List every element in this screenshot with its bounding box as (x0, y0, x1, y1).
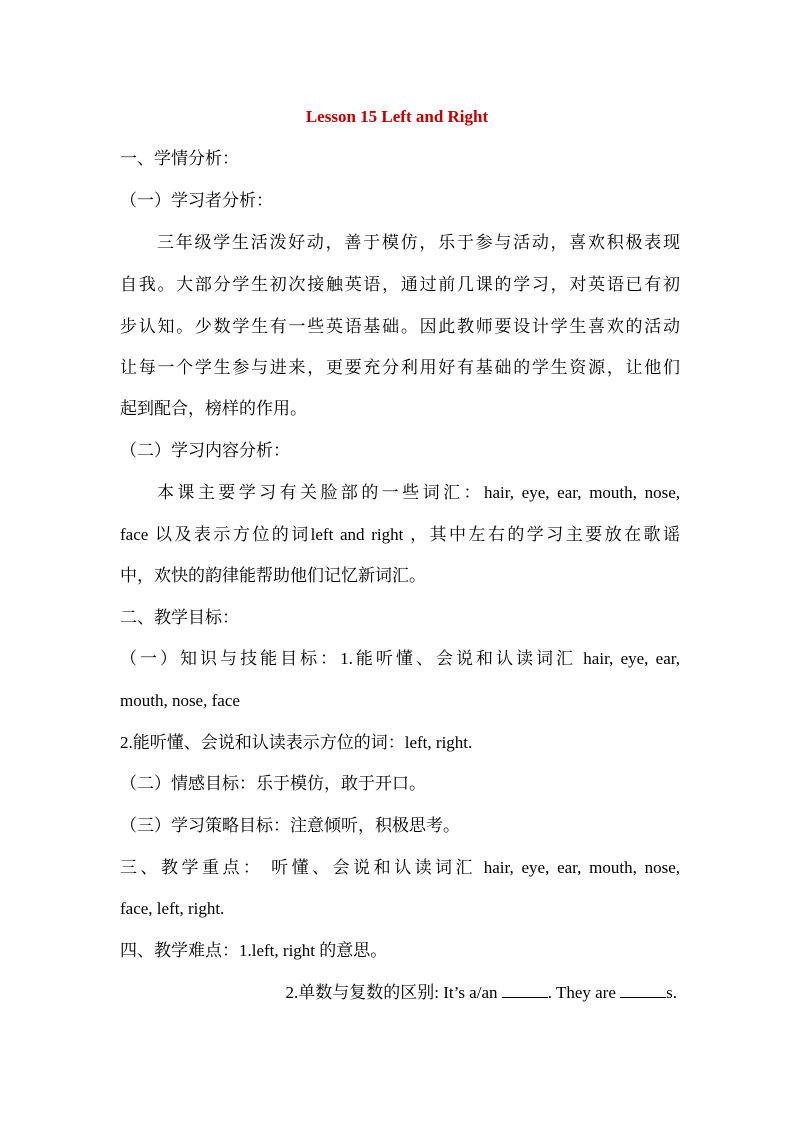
objectives-line-5: （三）学习策略目标：注意倾听，积极思考。 (120, 816, 460, 835)
paragraph-content-line-2: face 以及表示方位的词left and right ，其中左右的学习主要放在歌谣 (120, 525, 680, 544)
section-1-subheading-content: （二）学习内容分析： (120, 441, 290, 460)
paragraph-content-line-1: 本课主要学习有关脸部的一些词汇：hair, eye, ear, mouth, nose, (157, 483, 680, 502)
objectives-line-3: 2.能听懂、会说和认读表示方位的词：left, right. (120, 733, 473, 752)
paragraph-learners-line-5: 起到配合，榜样的作用。 (120, 399, 307, 418)
difficulties-line-2-part-c: s. (666, 983, 677, 1002)
paragraph-learners-line-2: 自我。大部分学生初次接触英语，通过前几课的学习，对英语已有初 (120, 275, 680, 294)
key-points-line-2: face, left, right. (120, 899, 225, 918)
fill-in-blank (620, 983, 666, 998)
key-points-line-1: 三、教学重点： 听懂、会说和认读词汇 hair, eye, ear, mouth, nose, (120, 858, 680, 877)
difficulties-line-1: 四、教学难点：1.left, right 的意思。 (120, 941, 388, 960)
difficulties-line-2-part-a: 2.单数与复数的区别: It’s a/an (285, 983, 502, 1002)
objectives-line-1: （一）知识与技能目标：1.能听懂、会说和认读词汇 hair, eye, ear, (120, 649, 680, 668)
section-1-heading: 一、学情分析： (120, 149, 239, 168)
fill-in-blank (502, 983, 548, 998)
objectives-line-4: （二）情感目标：乐于模仿，敢于开口。 (120, 774, 426, 793)
section-2-heading: 二、教学目标： (120, 608, 239, 627)
paragraph-learners-line-3: 步认知。少数学生有一些英语基础。因此教师要设计学生喜欢的活动 (120, 317, 680, 336)
objectives-line-2: mouth, nose, face (120, 691, 240, 710)
section-1-subheading-learners: （一）学习者分析： (120, 191, 273, 210)
difficulties-line-2 (120, 982, 677, 1004)
paragraph-content-line-3: 中，欢快的韵律能帮助他们记忆新词汇。 (120, 566, 426, 585)
paragraph-learners-line-4: 让每一个学生参与进来，更要充分利用好有基础的学生资源，让他们 (120, 358, 680, 377)
paragraph-learners-line-1: 三年级学生活泼好动，善于模仿，乐于参与活动，喜欢积极表现 (157, 233, 680, 252)
difficulties-line-2-part-b: . They are (547, 983, 621, 1002)
document-title: Lesson 15 Left and Right (305, 107, 489, 126)
